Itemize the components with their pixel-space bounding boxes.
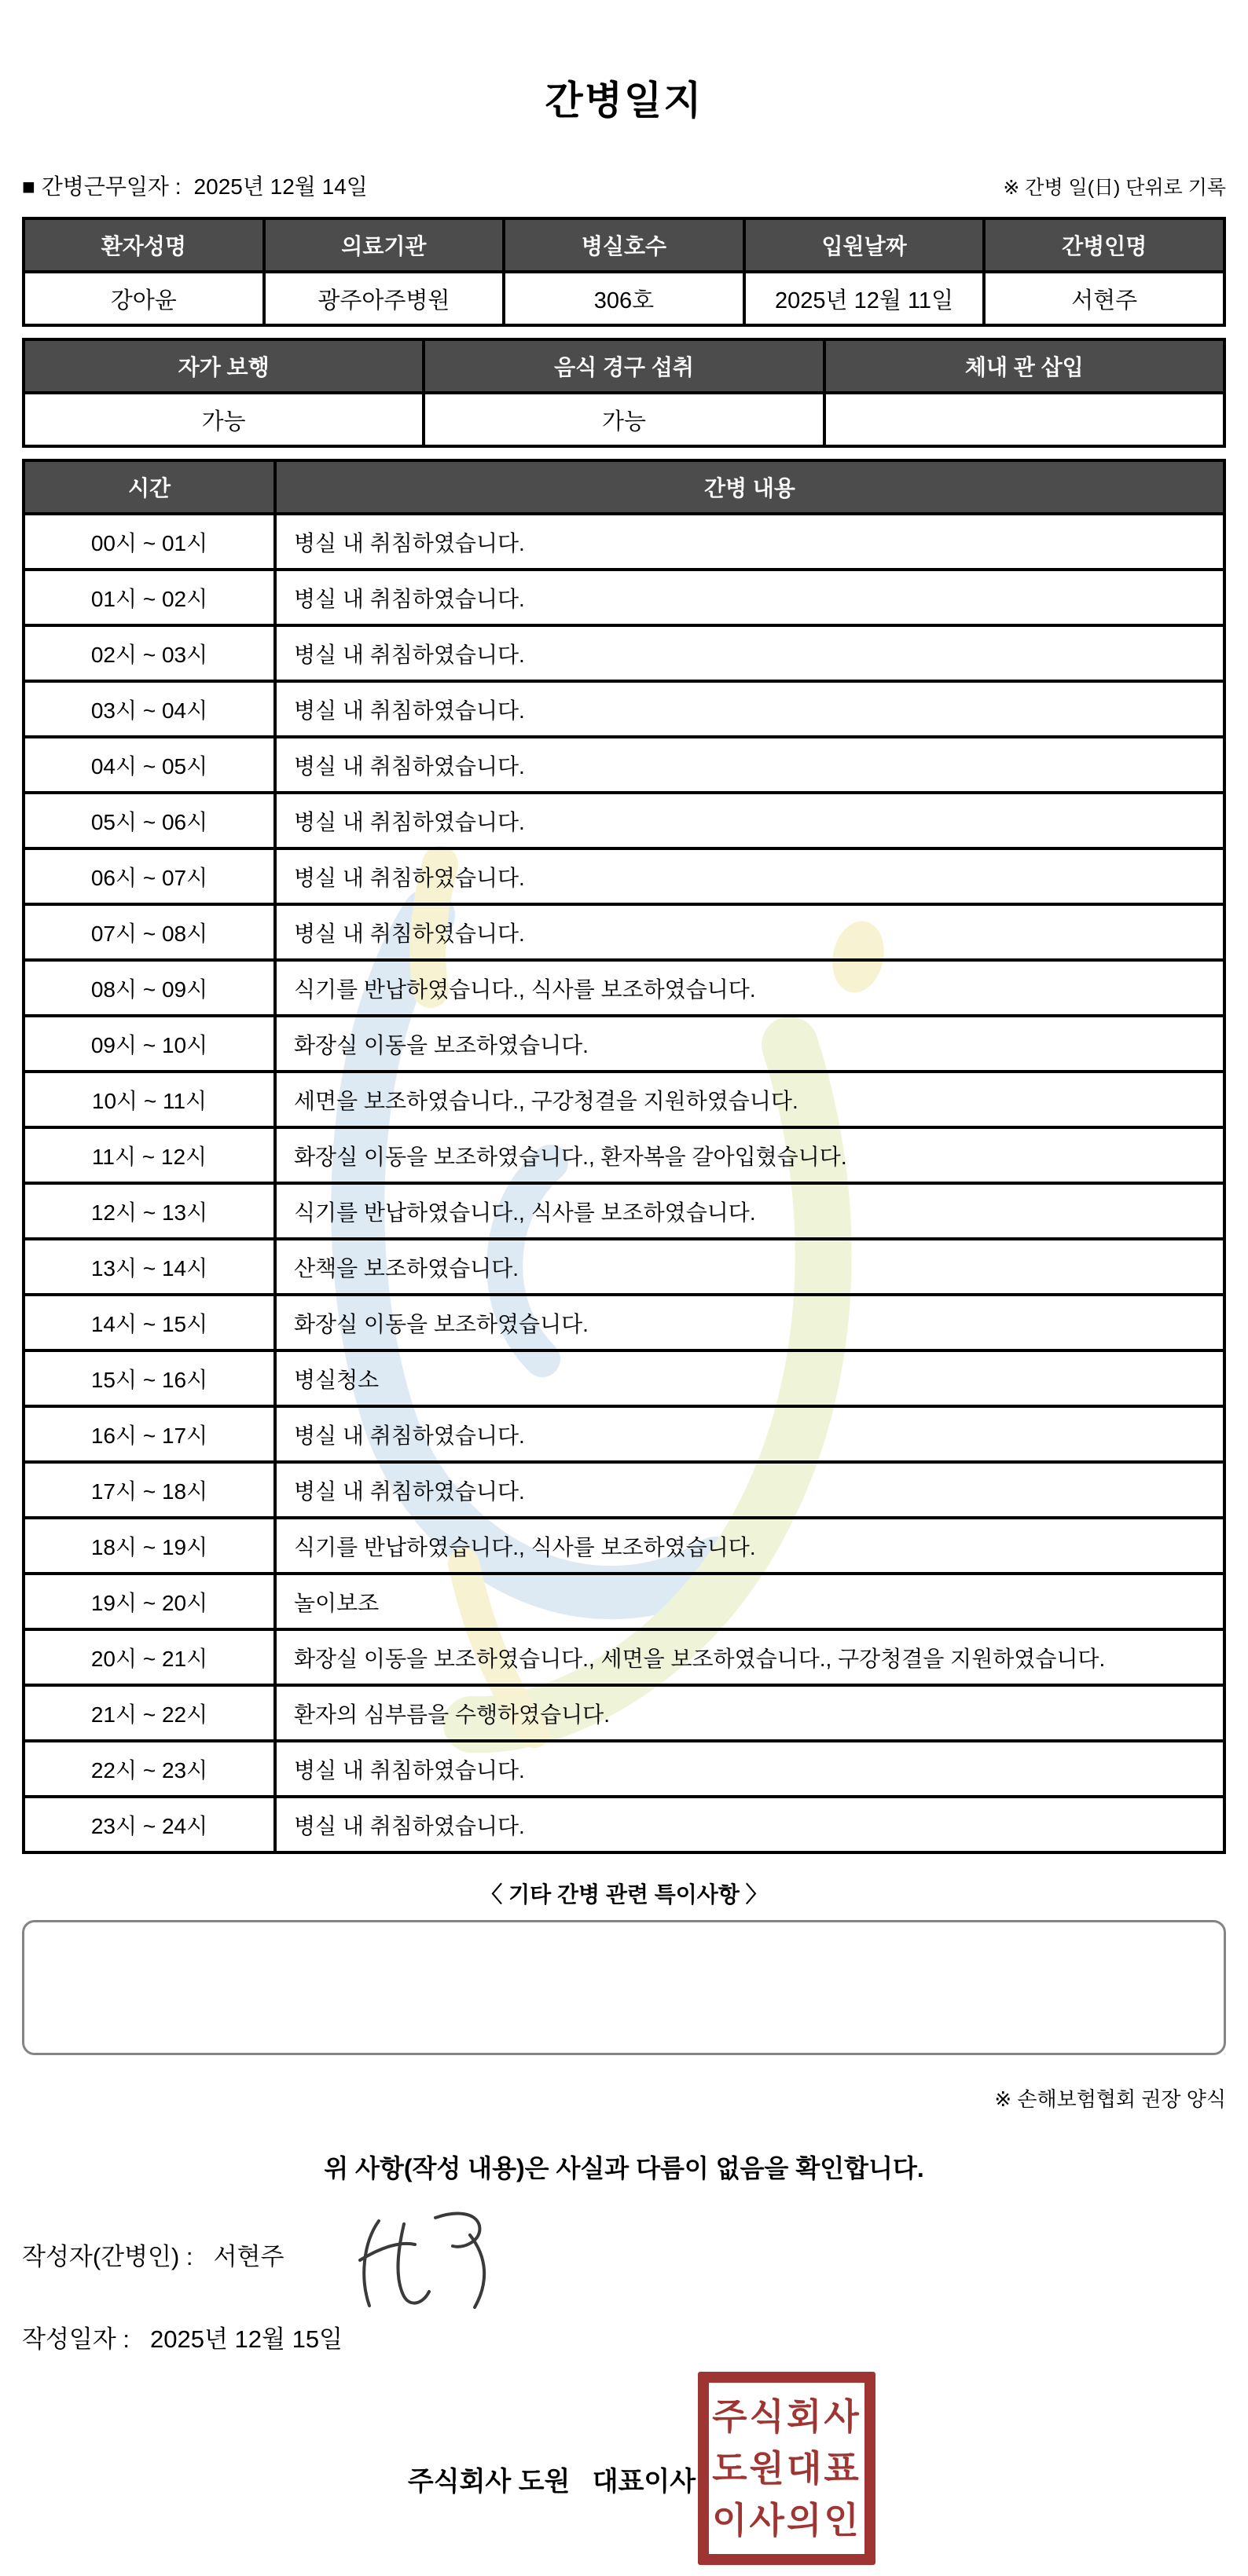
- care-log-content-cell: 병실 내 취침하였습니다.: [275, 625, 1224, 681]
- patient-status-value-cell: [824, 393, 1224, 446]
- company-row: [22, 2372, 1226, 2576]
- care-log-time-cell: 05시 ~ 06시: [24, 793, 275, 848]
- care-log-row: [24, 1295, 1224, 1350]
- patient-status-header-cell: 자가 보행: [24, 339, 424, 393]
- care-log-row: [24, 1239, 1224, 1295]
- care-log-content-header: 간병 내용: [275, 460, 1224, 514]
- care-log-row: [24, 1685, 1224, 1741]
- care-log-row: [24, 1406, 1224, 1462]
- care-log-time-cell: 19시 ~ 20시: [24, 1574, 275, 1629]
- write-date-line: [22, 2319, 1226, 2354]
- patient-info-header-row: [24, 218, 1224, 272]
- care-log-time-cell: 00시 ~ 01시: [24, 514, 275, 570]
- care-log-row: [24, 737, 1224, 793]
- care-log-content-cell: 병실 내 취침하였습니다.: [275, 1406, 1224, 1462]
- patient-status-value-row: [24, 393, 1224, 446]
- care-log-content-cell: 식기를 반납하였습니다., 식사를 보조하였습니다.: [275, 1518, 1224, 1574]
- care-log-row: [24, 1072, 1224, 1127]
- signature-strokes: [352, 2204, 517, 2321]
- patient-info-header-cell: 병실호수: [504, 218, 744, 272]
- patient-info-header-cell: 의료기관: [264, 218, 505, 272]
- care-log-content-cell: 병실 내 취침하였습니다.: [275, 848, 1224, 904]
- patient-status-header-cell: 체내 관 삽입: [824, 339, 1224, 393]
- care-log-content-cell: 식기를 반납하였습니다., 식사를 보조하였습니다.: [275, 1183, 1224, 1239]
- care-log-time-cell: 22시 ~ 23시: [24, 1741, 275, 1797]
- care-log-content-cell: 병실 내 취침하였습니다.: [275, 1741, 1224, 1797]
- work-date-label: ■ 간병근무일자 :: [22, 174, 182, 199]
- care-log-content-cell: 화장실 이동을 보조하였습니다., 세면을 보조하였습니다., 구강청결을 지원하였습니다.: [275, 1629, 1224, 1685]
- patient-info-table: [22, 217, 1226, 327]
- care-log-content-cell: 병실청소: [275, 1350, 1224, 1406]
- care-log-row: [24, 848, 1224, 904]
- care-log-content-cell: 병실 내 취침하였습니다.: [275, 737, 1224, 793]
- care-log-content-cell: 화장실 이동을 보조하였습니다.: [275, 1016, 1224, 1072]
- care-log-content-cell: 병실 내 취침하였습니다.: [275, 1797, 1224, 1852]
- care-log-content-cell: 세면을 보조하였습니다., 구강청결을 지원하였습니다.: [275, 1072, 1224, 1127]
- care-log-content-cell: 병실 내 취침하였습니다.: [275, 1462, 1224, 1518]
- work-date: [22, 170, 368, 201]
- care-log-header-row: [24, 460, 1224, 514]
- care-log-content-cell: 환자의 심부름을 수행하였습니다.: [275, 1685, 1224, 1741]
- care-log-time-header: 시간: [24, 460, 275, 514]
- stamp-text-line: 주식회사: [712, 2396, 861, 2437]
- care-log-time-cell: 07시 ~ 08시: [24, 904, 275, 960]
- company-line: 주식회사 도원 대표이사: [407, 2467, 696, 2497]
- care-log-time-cell: 13시 ~ 14시: [24, 1239, 275, 1295]
- care-log-content-cell: 병실 내 취침하였습니다.: [275, 570, 1224, 625]
- care-log-content-cell: 병실 내 취침하였습니다.: [275, 681, 1224, 737]
- care-log-row: [24, 793, 1224, 848]
- care-log-row: [24, 1183, 1224, 1239]
- care-log-time-cell: 20시 ~ 21시: [24, 1629, 275, 1685]
- care-log-row: [24, 570, 1224, 625]
- patient-info-value-cell: 2025년 12월 11일: [744, 272, 985, 325]
- care-log-time-cell: 02시 ~ 03시: [24, 625, 275, 681]
- care-log-time-cell: 12시 ~ 13시: [24, 1183, 275, 1239]
- patient-info-value-row: [24, 272, 1224, 325]
- care-log-time-cell: 21시 ~ 22시: [24, 1685, 275, 1741]
- patient-info-header-cell: 입원날짜: [744, 218, 985, 272]
- patient-info-header-cell: 간병인명: [984, 218, 1224, 272]
- writer-label: 작성자(간병인) :: [22, 2243, 193, 2270]
- care-log-row: [24, 1741, 1224, 1797]
- confirmation-statement: 위 사항(작성 내용)은 사실과 다름이 없음을 확인합니다.: [324, 2154, 924, 2182]
- care-log-time-cell: 16시 ~ 17시: [24, 1406, 275, 1462]
- care-log-row: [24, 514, 1224, 570]
- care-log-body: [24, 514, 1224, 1852]
- patient-status-value-cell: 가능: [424, 393, 824, 446]
- corporate-seal-stamp: [698, 2372, 875, 2565]
- writer-name: 서현주: [213, 2243, 284, 2270]
- care-log-row: [24, 1462, 1224, 1518]
- page-title: 간병일지: [545, 79, 703, 123]
- care-log-time-cell: 17시 ~ 18시: [24, 1462, 275, 1518]
- care-log-time-cell: 10시 ~ 11시: [24, 1072, 275, 1127]
- write-date-value: 2025년 12월 15일: [150, 2325, 343, 2353]
- care-log-time-cell: 18시 ~ 19시: [24, 1518, 275, 1574]
- care-log-row: [24, 1629, 1224, 1685]
- patient-status-table: [22, 338, 1226, 448]
- patient-status-value-cell: 가능: [24, 393, 424, 446]
- stamp-text-line: 도원대표: [712, 2448, 861, 2489]
- care-log-row: [24, 625, 1224, 681]
- patient-info-value-cell: 306호: [504, 272, 744, 325]
- care-log-time-cell: 23시 ~ 24시: [24, 1797, 275, 1852]
- care-log-content-cell: 화장실 이동을 보조하였습니다., 환자복을 갈아입혔습니다.: [275, 1127, 1224, 1183]
- care-log-content-cell: 병실 내 취침하였습니다.: [275, 793, 1224, 848]
- care-log-content-cell: 산책을 보조하였습니다.: [275, 1239, 1224, 1295]
- care-log-time-cell: 03시 ~ 04시: [24, 681, 275, 737]
- patient-status-header-row: [24, 339, 1224, 393]
- care-log-time-cell: 01시 ~ 02시: [24, 570, 275, 625]
- patient-info-value-cell: 강아윤: [24, 272, 264, 325]
- unit-note: ※ 간병 일(日) 단위로 기록: [1003, 177, 1226, 199]
- care-log-row: [24, 960, 1224, 1016]
- work-date-value: 2025년 12월 14일: [193, 174, 368, 199]
- care-log-time-cell: 11시 ~ 12시: [24, 1127, 275, 1183]
- care-log-content-cell: 화장실 이동을 보조하였습니다.: [275, 1295, 1224, 1350]
- care-log-time-cell: 14시 ~ 15시: [24, 1295, 275, 1350]
- patient-status-header-cell: 음식 경구 섭취: [424, 339, 824, 393]
- patient-info-value-cell: 서현주: [984, 272, 1224, 325]
- care-log-row: [24, 1127, 1224, 1183]
- care-log-row: [24, 1016, 1224, 1072]
- care-log-row: [24, 681, 1224, 737]
- care-log-time-cell: 09시 ~ 10시: [24, 1016, 275, 1072]
- writer-line: [22, 2237, 1226, 2272]
- care-log-time-cell: 06시 ~ 07시: [24, 848, 275, 904]
- patient-info-value-cell: 광주아주병원: [264, 272, 505, 325]
- care-log-row: [24, 1797, 1224, 1852]
- notes-section-label: 〈 기타 간병 관련 특이사항 〉: [480, 1882, 768, 1907]
- care-log-time-cell: 08시 ~ 09시: [24, 960, 275, 1016]
- care-log-table: [22, 459, 1226, 1854]
- write-date-label: 작성일자 :: [22, 2325, 130, 2353]
- work-date-row: [22, 170, 1226, 201]
- care-log-time-cell: 15시 ~ 16시: [24, 1350, 275, 1406]
- notes-box: [22, 1920, 1226, 2055]
- care-log-content-cell: 병실 내 취침하였습니다.: [275, 514, 1224, 570]
- care-log-content-cell: 식기를 반납하였습니다., 식사를 보조하였습니다.: [275, 960, 1224, 1016]
- care-log-row: [24, 1350, 1224, 1406]
- care-log-row: [24, 1518, 1224, 1574]
- form-recommendation-note: ※ 손해보험협회 권장 양식: [994, 2087, 1226, 2111]
- care-log-row: [24, 1574, 1224, 1629]
- handwritten-signature: [352, 2204, 517, 2328]
- care-log-content-cell: 놀이보조: [275, 1574, 1224, 1629]
- stamp-text-line: 이사의인: [712, 2500, 861, 2541]
- care-log-content-cell: 병실 내 취침하였습니다.: [275, 904, 1224, 960]
- patient-info-header-cell: 환자성명: [24, 218, 264, 272]
- care-log-time-cell: 04시 ~ 05시: [24, 737, 275, 793]
- care-log-row: [24, 904, 1224, 960]
